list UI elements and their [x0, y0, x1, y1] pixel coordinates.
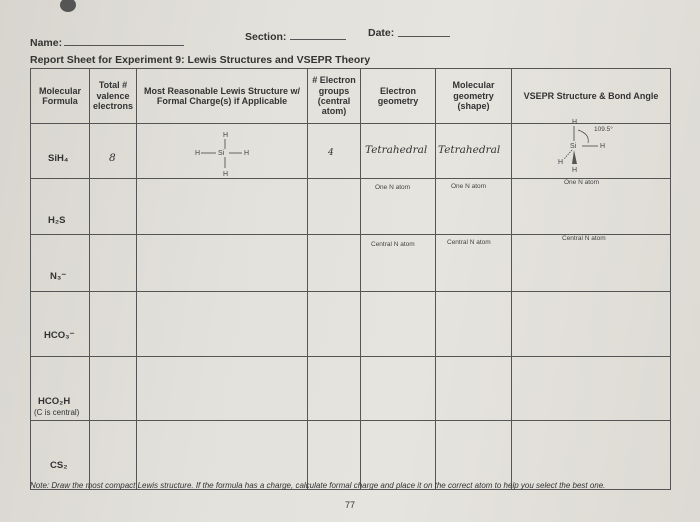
vsepr-atom: H — [558, 159, 564, 166]
page-number: 77 — [345, 500, 356, 510]
report-table — [30, 68, 671, 490]
col-header-electron-geometry: Electron geometry — [377, 85, 419, 106]
molecule-hco2h: HCO₂H — [38, 396, 71, 407]
col-header-vsepr: VSEPR Structure & Bond Angle — [523, 90, 659, 101]
vsepr-atom: Si — [570, 143, 577, 150]
vsepr-atom: H — [600, 143, 606, 150]
sub-label: Central N atom — [562, 235, 606, 242]
answer-electron-geometry: Tetrahedral — [365, 144, 428, 156]
lewis-structure-sih4 — [190, 128, 260, 180]
lewis-atom: H — [223, 132, 229, 139]
vsepr-structure-sih4 — [560, 116, 650, 178]
lewis-atom: H — [244, 150, 250, 157]
molecule-cs2: CS₂ — [50, 460, 68, 471]
col-header-electron-groups: # Electron groups (central atom) — [312, 75, 356, 117]
name-label: Name: — [30, 37, 63, 49]
vsepr-atom: H — [572, 167, 578, 174]
answer-molecular-geometry: Tetrahedral — [438, 144, 501, 156]
bond-angle-label: 109.5° — [594, 126, 613, 133]
molecule-sih4: SiH₄ — [48, 153, 69, 164]
col-header-valence: Total # valence electrons — [92, 80, 134, 112]
col-header-formula: Molecular Formula — [38, 85, 81, 106]
molecule-hco3: HCO₃⁻ — [44, 330, 75, 341]
section-label: Section: — [245, 31, 287, 43]
sub-label: One N atom — [375, 184, 411, 191]
sub-label: One N atom — [451, 183, 487, 190]
lewis-atom: H — [223, 171, 229, 178]
report-title: Report Sheet for Experiment 9: Lewis Structures and VSEPR Theory — [30, 54, 371, 66]
col-header-lewis: Most Reasonable Lewis Structure w/ Formal Charge(s) if Applicable — [143, 85, 301, 106]
answer-electron-groups: 4 — [328, 148, 334, 158]
vsepr-atom: H — [572, 119, 578, 126]
section-line — [290, 39, 346, 40]
answer-valence-electrons: 8 — [109, 152, 116, 164]
molecule-hco2h-note: (C is central) — [34, 408, 80, 417]
lewis-atom: Si — [218, 150, 225, 157]
name-line — [64, 45, 184, 46]
footer-note: Note: Draw the most compact Lewis structure. If the formula has a charge, calculate formal charge and place it on the correct atom to help you select the best one. — [30, 481, 606, 490]
lewis-atom: H — [195, 150, 201, 157]
binder-hole — [60, 0, 76, 12]
sub-label: Central N atom — [447, 239, 491, 246]
molecule-h2s: H₂S — [48, 215, 66, 226]
date-line — [398, 36, 450, 37]
sub-label: Central N atom — [371, 241, 415, 248]
col-header-molecular-geometry: Molecular geometry (shape) — [452, 80, 495, 112]
molecule-n3: N₃⁻ — [50, 271, 67, 282]
sub-label: One N atom — [564, 179, 600, 186]
date-label: Date: — [368, 27, 395, 39]
